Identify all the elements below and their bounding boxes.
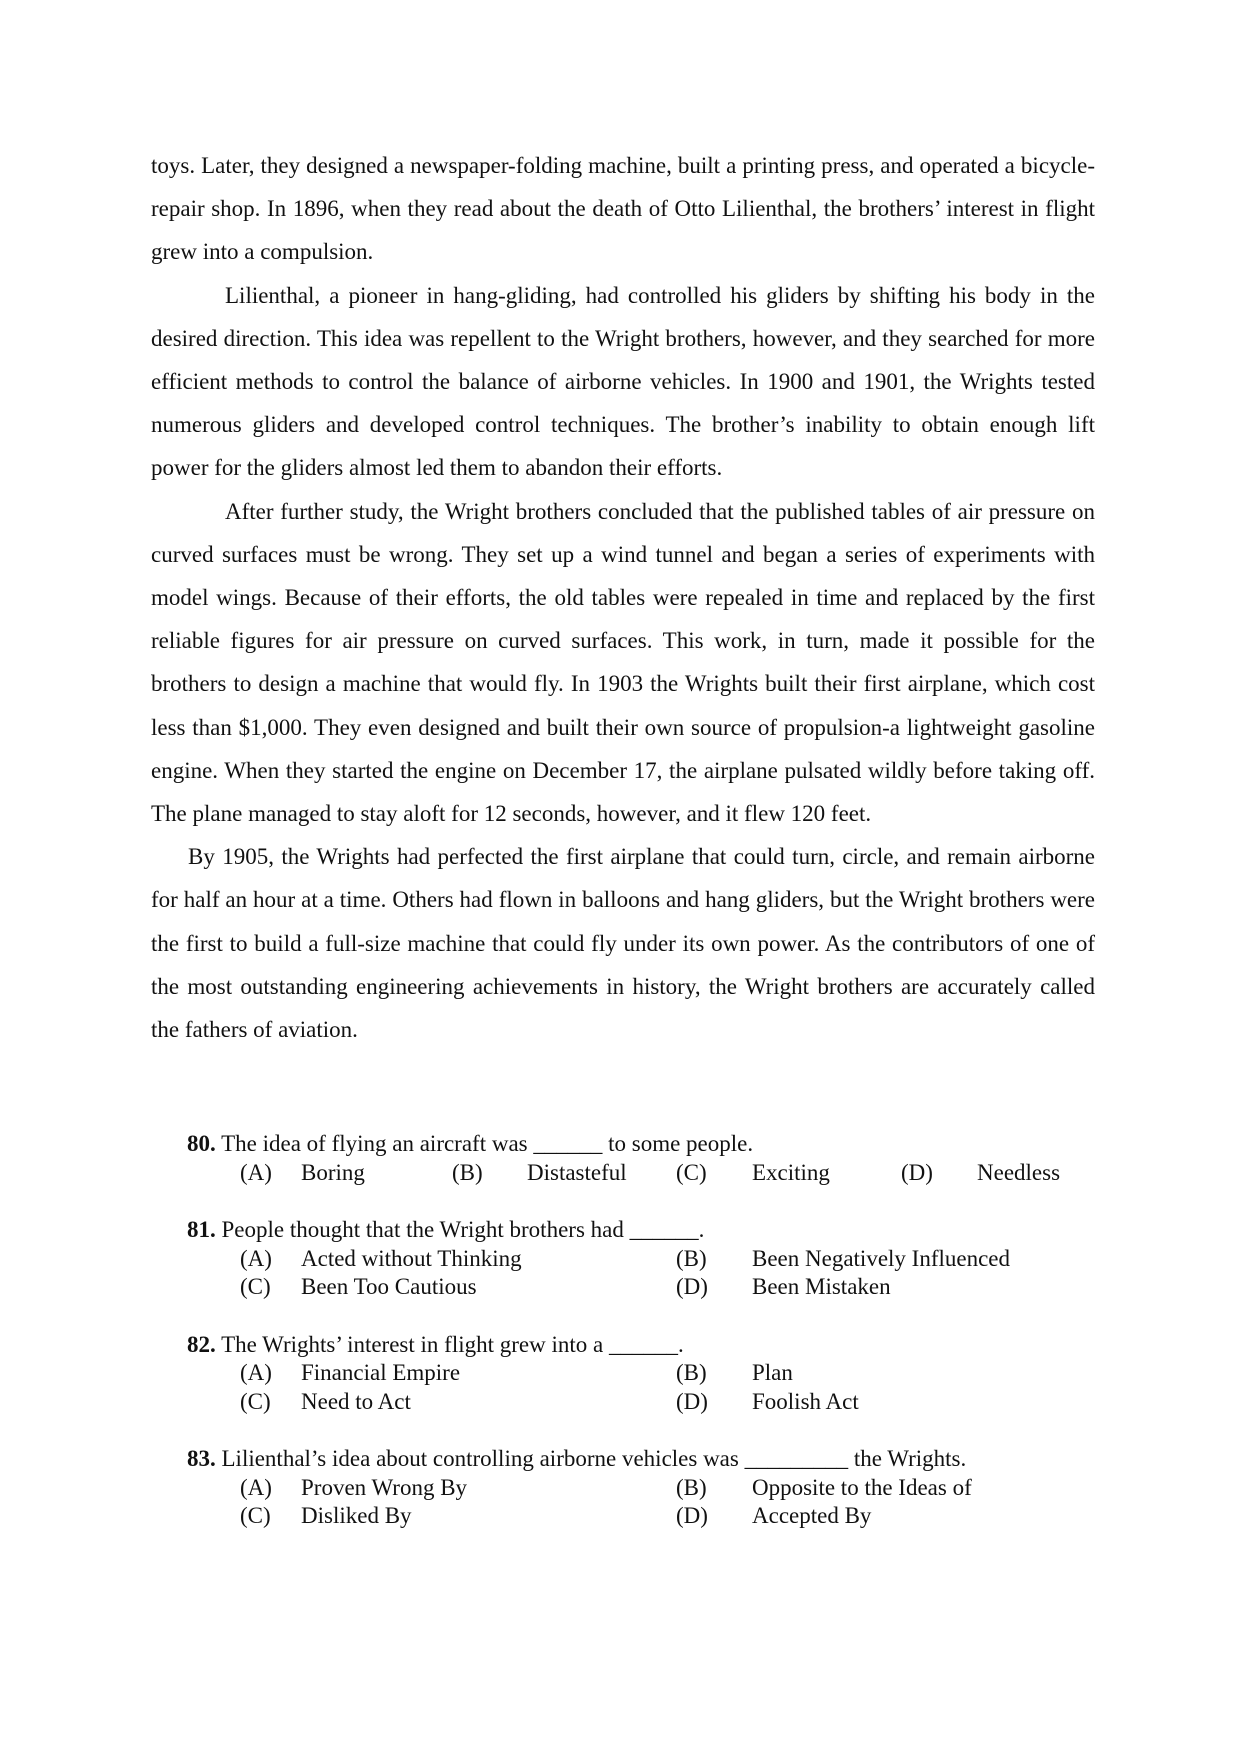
option-letter: (D): [676, 1274, 708, 1299]
option-letter: (A): [240, 1474, 272, 1500]
option-text: Boring: [301, 1159, 365, 1185]
option-b[interactable]: [452, 1159, 676, 1188]
question-80: [187, 1130, 1087, 1187]
option-text: Plan: [752, 1360, 793, 1385]
option-b[interactable]: [676, 1359, 793, 1388]
option-a[interactable]: [240, 1159, 452, 1188]
question-text: The idea of flying an aircraft was ______ to some people.: [221, 1131, 754, 1156]
option-letter: (C): [240, 1503, 271, 1528]
passage-paragraph-4: By 1905, the Wrights had perfected the first airplane that could turn, circle, and remain airborne for half an hour at a time. Others had flown in balloons and hang gliders, but the Wright brothers were the first to build a full-size machine that could fly under its own power. As the contributors of one of the most outstanding engineering achievements in history, the Wright brothers are accurately called the fathers of aviation.: [151, 844, 1095, 1043]
options-row: [240, 1273, 1087, 1302]
option-letter: (C): [240, 1274, 271, 1299]
option-letter: (A): [240, 1360, 272, 1385]
option-text: Exciting: [752, 1159, 830, 1185]
options-row: [240, 1502, 1087, 1531]
options-row: [240, 1388, 1087, 1417]
question-stem: [187, 1445, 1087, 1474]
question-text: The Wrights’ interest in flight grew into a ______.: [221, 1331, 684, 1357]
option-letter: (B): [676, 1474, 707, 1500]
option-b[interactable]: [676, 1474, 972, 1503]
options-row: [240, 1474, 1087, 1503]
passage-paragraph-2: Lilienthal, a pioneer in hang-gliding, had controlled his gliders by shifting his body in the desired direction. This idea was repellent to the Wright brothers, however, and they searched for more efficient methods to control the balance of airborne vehicles. In 1900 and 1901, the Wrights tested numerous gliders and developed control techniques. The brother’s inability to obtain enough lift power for the gliders almost led them to abandon their efforts.: [151, 282, 1095, 481]
option-text: Distasteful: [527, 1159, 627, 1185]
option-text: Needless: [977, 1159, 1061, 1185]
option-text: Opposite to the Ideas of: [752, 1474, 972, 1500]
option-a[interactable]: [240, 1359, 676, 1388]
option-text: Financial Empire: [301, 1360, 461, 1385]
option-letter: (A): [240, 1245, 272, 1271]
question-82: [187, 1331, 1087, 1417]
option-letter: (C): [676, 1159, 707, 1185]
option-letter: (D): [676, 1503, 708, 1528]
question-number: 83.: [187, 1446, 216, 1471]
option-a[interactable]: [240, 1474, 676, 1503]
option-letter: (C): [240, 1388, 271, 1414]
passage-paragraph-3: After further study, the Wright brothers concluded that the published tables of air pressure on curved surfaces must be wrong. They set up a wind tunnel and began a series of experiments with model wings. Because of their efforts, the old tables were repealed in time and replaced by the first reliable figures for air pressure on curved surfaces. This work, in turn, made it possible for the brothers to design a machine that would fly. In 1903 the Wrights built their first airplane, which cost less than $1,000. They even designed and built their own source of propulsion-a lightweight gasoline engine. When they started the engine on December 17, the airplane pulsated wildly before taking off. The plane managed to stay aloft for 12 seconds, however, and it flew 120 feet.: [151, 498, 1095, 827]
option-b[interactable]: [676, 1245, 1010, 1274]
option-text: Disliked By: [301, 1503, 412, 1528]
option-d[interactable]: [676, 1388, 859, 1417]
option-c[interactable]: [240, 1388, 676, 1417]
passage-paragraph-1: toys. Later, they designed a newspaper-folding machine, built a printing press, and operated a bicycle-repair shop. In 1896, when they read about the death of Otto Lilienthal, the brothers’ interest in flight grew into a compulsion.: [151, 153, 1095, 265]
options-row: [240, 1245, 1087, 1274]
question-number: 81.: [187, 1217, 216, 1242]
option-d[interactable]: [676, 1502, 871, 1531]
option-text: Been Mistaken: [752, 1274, 891, 1299]
option-text: Been Too Cautious: [301, 1274, 477, 1299]
option-letter: (D): [676, 1388, 708, 1414]
question-stem: [187, 1216, 1087, 1245]
question-number: 82.: [187, 1331, 216, 1357]
option-text: Accepted By: [752, 1503, 872, 1528]
option-a[interactable]: [240, 1245, 676, 1274]
option-d[interactable]: [901, 1159, 1081, 1188]
question-83: [187, 1445, 1087, 1531]
option-letter: (D): [901, 1159, 933, 1185]
option-c[interactable]: [676, 1159, 901, 1188]
question-81: [187, 1216, 1087, 1302]
question-stem: [187, 1331, 1087, 1360]
question-number: 80.: [187, 1131, 216, 1156]
option-letter: (B): [452, 1159, 483, 1185]
option-letter: (A): [240, 1159, 272, 1185]
question-text: People thought that the Wright brothers had ______.: [221, 1217, 705, 1242]
option-text: Acted without Thinking: [301, 1245, 522, 1271]
options-row: [240, 1359, 1087, 1388]
option-c[interactable]: [240, 1273, 676, 1302]
option-text: Need to Act: [301, 1388, 411, 1414]
options-row: [187, 1159, 1087, 1188]
option-c[interactable]: [240, 1502, 676, 1531]
question-text: Lilienthal’s idea about controlling airborne vehicles was _________ the Wrights.: [221, 1446, 967, 1471]
question-stem: [187, 1130, 1087, 1159]
option-text: Been Negatively Influenced: [752, 1245, 1010, 1271]
option-text: Foolish Act: [752, 1388, 859, 1414]
option-letter: (B): [676, 1360, 707, 1385]
option-d[interactable]: [676, 1273, 891, 1302]
option-letter: (B): [676, 1245, 707, 1271]
reading-passage: [151, 144, 1095, 1051]
option-text: Proven Wrong By: [301, 1474, 468, 1500]
question-list: [187, 1130, 1087, 1560]
